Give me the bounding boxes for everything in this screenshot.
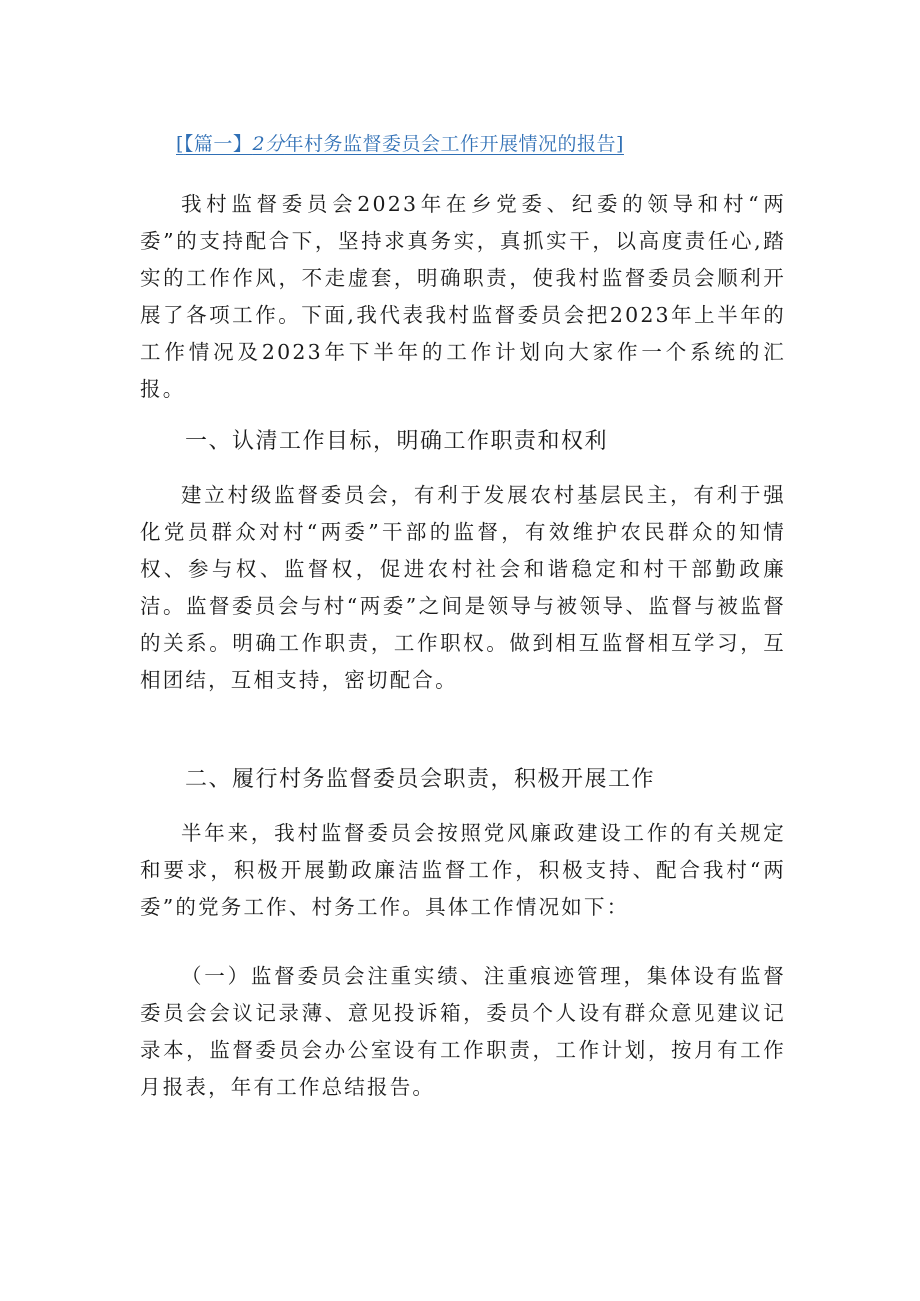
document-title-link[interactable] — [176, 130, 624, 158]
paragraph-item-1: （一）监督委员会注重实绩、注重痕迹管理，集体设有监督委员会会议记录薄、意见投诉箱，委员个人设有群众意见建议记录本，监督委员会办公室设有工作职责，工作计划，按月有工作月报表，年有工作总结报告。 — [140, 964, 786, 1099]
section-heading-2: 二、履行村务监督委员会职责，积极开展工作 — [185, 767, 656, 792]
title-close-bracket: ] — [616, 133, 624, 155]
paragraph-intro: 我村监督委员会2023年在乡党委、纪委的领导和村“两委”的支持配合下，坚持求真务实，真抓实干，以高度责任心,踏实的工作作风，不走虚套，明确职责，使我村监督委员会顺利开展了各项工作。下面,我代表我村监督委员会把2023年上半年的工作情况及2023年下半年的工作计划向大家作一个系统的汇报。 — [140, 192, 786, 401]
title-year: 2分 — [252, 133, 285, 155]
title-rest: 年村务监督委员会工作开展情况的报告 — [284, 133, 617, 155]
title-prefix: 【篇一】 — [183, 133, 253, 155]
title-open-bracket: [ — [176, 133, 184, 155]
paragraph-section-2: 半年来，我村监督委员会按照党风廉政建设工作的有关规定和要求，积极开展勤政廉洁监督工作，积极支持、配合我村“两委”的党务工作、村务工作。具体工作情况如下： — [140, 821, 786, 919]
section-heading-1: 一、认清工作目标，明确工作职责和权利 — [185, 429, 609, 454]
paragraph-section-1: 建立村级监督委员会，有利于发展农村基层民主，有利于强化党员群众对村“两委”干部的监督，有效维护农民群众的知情权、参与权、监督权，促进农村社会和谐稳定和村干部勤政廉洁。监督委员会与村“两委”之间是领导与被领导、监督与被监督的关系。明确工作职责，工作职权。做到相互监督相互学习，互相团结，互相支持，密切配合。 — [140, 483, 786, 692]
